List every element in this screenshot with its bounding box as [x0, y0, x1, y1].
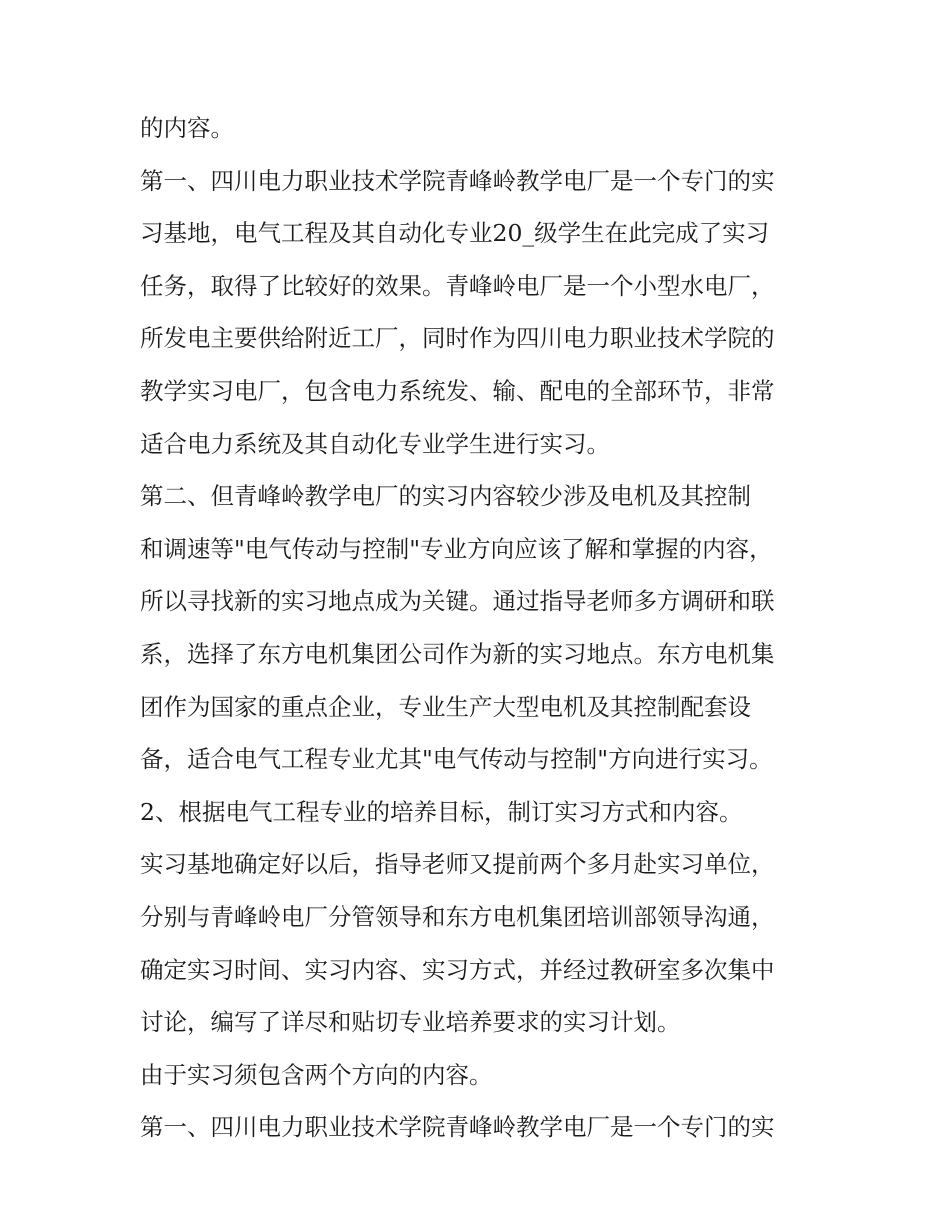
text-line: 教学实习电厂，包含电力系统发、输、配电的全部环节，非常 [140, 376, 775, 405]
text-line: 确定实习时间、实习内容、实习方式，并经过教研室多次集中 [140, 955, 775, 984]
text-line: 分别与青峰岭电厂分管领导和东方电机集团培训部领导沟通， [140, 902, 775, 931]
text-line: 任务，取得了比较好的效果。青峰岭电厂是一个小型水电厂， [140, 271, 775, 300]
text-line: 所以寻找新的实习地点成为关键。通过指导老师多方调研和联 [140, 587, 775, 616]
text-line: 第二、但青峰岭教学电厂的实习内容较少涉及电机及其控制 [140, 482, 751, 511]
text-line: 所发电主要供给附近工厂，同时作为四川电力职业技术学院的 [140, 324, 775, 353]
text-line: 实习基地确定好以后，指导老师又提前两个多月赴实习单位， [140, 850, 775, 879]
text-line: 2、根据电气工程专业的培养目标，制订实习方式和内容。 [140, 797, 743, 826]
text-line: 由于实习须包含两个方向的内容。 [140, 1060, 493, 1089]
text-line: 适合电力系统及其自动化专业学生进行实习。 [140, 429, 610, 458]
text-line: 备，适合电气工程专业尤其"电气传动与控制"方向进行实习。 [140, 745, 773, 774]
text-line: 系，选择了东方电机集团公司作为新的实习地点。东方电机集 [140, 639, 775, 668]
text-line: 第一、四川电力职业技术学院青峰岭教学电厂是一个专门的实 [140, 1113, 775, 1142]
text-line: 团作为国家的重点企业，专业生产大型电机及其控制配套设 [140, 692, 751, 721]
document-body [140, 108, 820, 1160]
text-line: 习基地，电气工程及其自动化专业20_级学生在此完成了实习 [140, 219, 770, 248]
text-line: 讨论，编写了详尽和贴切专业培养要求的实习计划。 [140, 1008, 681, 1037]
text-line: 的内容。 [140, 114, 234, 142]
text-line: 第一、四川电力职业技术学院青峰岭教学电厂是一个专门的实 [140, 166, 775, 195]
text-line: 和调速等"电气传动与控制"专业方向应该了解和掌握的内容， [140, 534, 773, 563]
